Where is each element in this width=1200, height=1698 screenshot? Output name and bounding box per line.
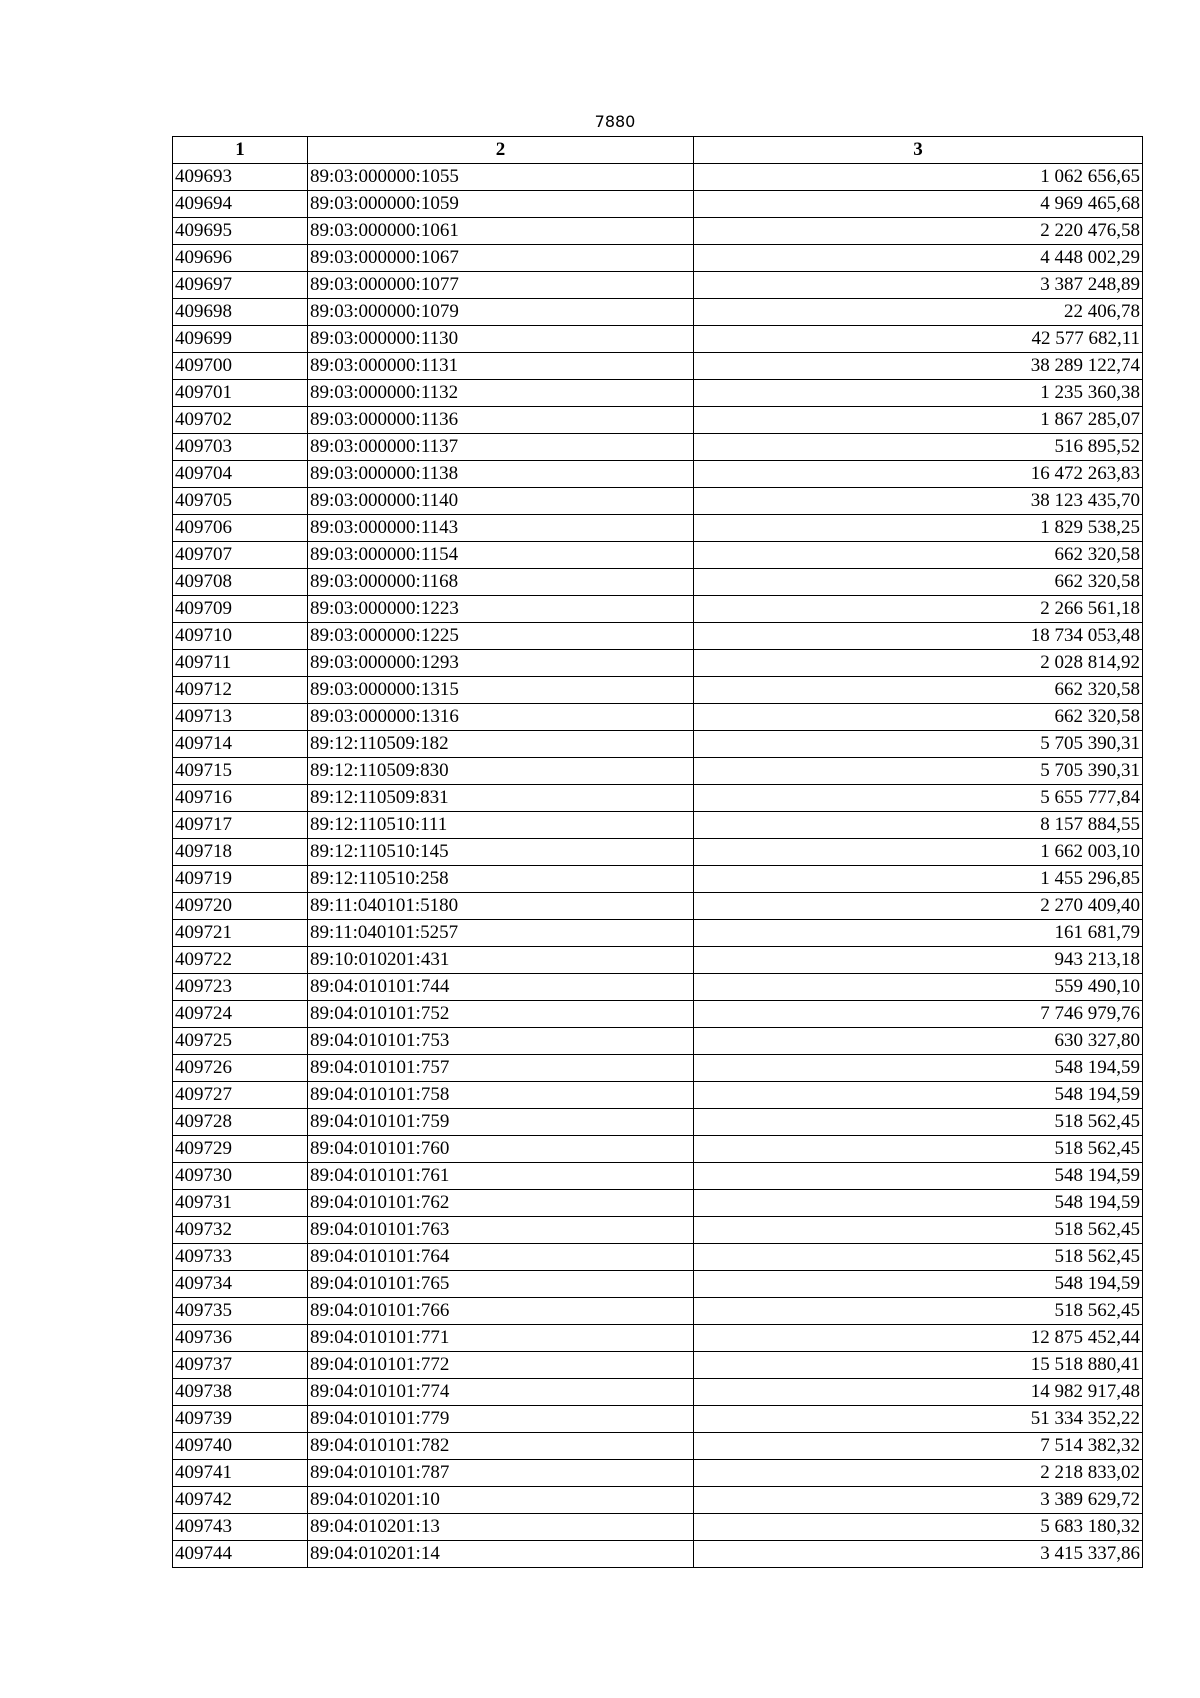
row-id-cell: 409693 (173, 164, 308, 191)
table-row (173, 407, 1143, 434)
cadastral-number-cell: 89:04:010101:774 (308, 1379, 694, 1406)
value-cell: 42 577 682,11 (694, 326, 1143, 353)
row-id-cell: 409740 (173, 1433, 308, 1460)
value-cell: 161 681,79 (694, 920, 1143, 947)
value-cell: 518 562,45 (694, 1217, 1143, 1244)
table-row (173, 245, 1143, 272)
table-row (173, 704, 1143, 731)
table-row (173, 758, 1143, 785)
cadastral-number-cell: 89:12:110509:831 (308, 785, 694, 812)
row-id-cell: 409706 (173, 515, 308, 542)
value-cell: 548 194,59 (694, 1163, 1143, 1190)
value-cell: 4 448 002,29 (694, 245, 1143, 272)
table-row (173, 947, 1143, 974)
table-row (173, 1433, 1143, 1460)
table-row (173, 1136, 1143, 1163)
table-row (173, 191, 1143, 218)
row-id-cell: 409723 (173, 974, 308, 1001)
value-cell: 548 194,59 (694, 1082, 1143, 1109)
row-id-cell: 409725 (173, 1028, 308, 1055)
cadastral-number-cell: 89:12:110510:111 (308, 812, 694, 839)
table-row (173, 326, 1143, 353)
cadastral-number-cell: 89:03:000000:1316 (308, 704, 694, 731)
table-row (173, 1190, 1143, 1217)
cadastral-number-cell: 89:03:000000:1225 (308, 623, 694, 650)
value-cell: 548 194,59 (694, 1190, 1143, 1217)
value-cell: 5 705 390,31 (694, 731, 1143, 758)
row-id-cell: 409704 (173, 461, 308, 488)
row-id-cell: 409698 (173, 299, 308, 326)
cadastral-number-cell: 89:04:010101:771 (308, 1325, 694, 1352)
cadastral-number-cell: 89:03:000000:1140 (308, 488, 694, 515)
value-cell: 662 320,58 (694, 677, 1143, 704)
row-id-cell: 409726 (173, 1055, 308, 1082)
table-row (173, 1163, 1143, 1190)
table-row (173, 1487, 1143, 1514)
table-row (173, 623, 1143, 650)
cadastral-number-cell: 89:04:010101:757 (308, 1055, 694, 1082)
value-cell: 1 235 360,38 (694, 380, 1143, 407)
row-id-cell: 409721 (173, 920, 308, 947)
table-row (173, 1325, 1143, 1352)
row-id-cell: 409733 (173, 1244, 308, 1271)
table-row (173, 1379, 1143, 1406)
cadastral-number-cell: 89:04:010101:763 (308, 1217, 694, 1244)
cadastral-number-cell: 89:04:010101:787 (308, 1460, 694, 1487)
table-row (173, 1406, 1143, 1433)
value-cell: 548 194,59 (694, 1271, 1143, 1298)
cadastral-number-cell: 89:03:000000:1130 (308, 326, 694, 353)
cadastral-number-cell: 89:04:010101:752 (308, 1001, 694, 1028)
row-id-cell: 409694 (173, 191, 308, 218)
row-id-cell: 409715 (173, 758, 308, 785)
row-id-cell: 409724 (173, 1001, 308, 1028)
row-id-cell: 409700 (173, 353, 308, 380)
table-row (173, 677, 1143, 704)
row-id-cell: 409739 (173, 1406, 308, 1433)
column-header-2: 2 (308, 137, 694, 164)
table-row (173, 1352, 1143, 1379)
cadastral-number-cell: 89:12:110510:258 (308, 866, 694, 893)
row-id-cell: 409703 (173, 434, 308, 461)
table-row (173, 488, 1143, 515)
row-id-cell: 409732 (173, 1217, 308, 1244)
value-cell: 51 334 352,22 (694, 1406, 1143, 1433)
value-cell: 22 406,78 (694, 299, 1143, 326)
table-row (173, 866, 1143, 893)
cadastral-number-cell: 89:04:010101:759 (308, 1109, 694, 1136)
table-row (173, 1514, 1143, 1541)
value-cell: 15 518 880,41 (694, 1352, 1143, 1379)
cadastral-number-cell: 89:03:000000:1315 (308, 677, 694, 704)
table-row (173, 893, 1143, 920)
value-cell: 5 705 390,31 (694, 758, 1143, 785)
value-cell: 2 028 814,92 (694, 650, 1143, 677)
cadastral-number-cell: 89:03:000000:1138 (308, 461, 694, 488)
row-id-cell: 409743 (173, 1514, 308, 1541)
cadastral-number-cell: 89:10:010201:431 (308, 947, 694, 974)
cadastral-number-cell: 89:11:040101:5257 (308, 920, 694, 947)
row-id-cell: 409731 (173, 1190, 308, 1217)
value-cell: 662 320,58 (694, 704, 1143, 731)
column-header-3: 3 (694, 137, 1143, 164)
row-id-cell: 409719 (173, 866, 308, 893)
value-cell: 548 194,59 (694, 1055, 1143, 1082)
table-row (173, 569, 1143, 596)
row-id-cell: 409713 (173, 704, 308, 731)
cadastral-number-cell: 89:04:010101:782 (308, 1433, 694, 1460)
table-row (173, 164, 1143, 191)
table-row (173, 1244, 1143, 1271)
value-cell: 516 895,52 (694, 434, 1143, 461)
row-id-cell: 409701 (173, 380, 308, 407)
value-cell: 16 472 263,83 (694, 461, 1143, 488)
cadastral-number-cell: 89:04:010201:14 (308, 1541, 694, 1568)
data-table (172, 136, 1143, 1568)
table-row (173, 1460, 1143, 1487)
page-number: 7880 (594, 112, 636, 131)
row-id-cell: 409699 (173, 326, 308, 353)
cadastral-number-cell: 89:03:000000:1077 (308, 272, 694, 299)
table-row (173, 218, 1143, 245)
row-id-cell: 409716 (173, 785, 308, 812)
cadastral-number-cell: 89:04:010101:761 (308, 1163, 694, 1190)
table-row (173, 920, 1143, 947)
table-row (173, 731, 1143, 758)
row-id-cell: 409744 (173, 1541, 308, 1568)
value-cell: 1 867 285,07 (694, 407, 1143, 434)
value-cell: 662 320,58 (694, 569, 1143, 596)
row-id-cell: 409710 (173, 623, 308, 650)
table-row (173, 353, 1143, 380)
row-id-cell: 409709 (173, 596, 308, 623)
table-row (173, 1082, 1143, 1109)
row-id-cell: 409727 (173, 1082, 308, 1109)
table-row (173, 299, 1143, 326)
value-cell: 662 320,58 (694, 542, 1143, 569)
value-cell: 630 327,80 (694, 1028, 1143, 1055)
row-id-cell: 409728 (173, 1109, 308, 1136)
cadastral-number-cell: 89:03:000000:1055 (308, 164, 694, 191)
row-id-cell: 409720 (173, 893, 308, 920)
cadastral-number-cell: 89:04:010101:760 (308, 1136, 694, 1163)
table-row (173, 272, 1143, 299)
value-cell: 38 123 435,70 (694, 488, 1143, 515)
table-row (173, 1541, 1143, 1568)
cadastral-number-cell: 89:03:000000:1136 (308, 407, 694, 434)
cadastral-number-cell: 89:03:000000:1131 (308, 353, 694, 380)
row-id-cell: 409736 (173, 1325, 308, 1352)
value-cell: 943 213,18 (694, 947, 1143, 974)
header-row (173, 137, 1143, 164)
cadastral-number-cell: 89:04:010101:762 (308, 1190, 694, 1217)
row-id-cell: 409708 (173, 569, 308, 596)
table-row (173, 1217, 1143, 1244)
row-id-cell: 409712 (173, 677, 308, 704)
table-row (173, 1055, 1143, 1082)
value-cell: 518 562,45 (694, 1244, 1143, 1271)
cadastral-number-cell: 89:03:000000:1223 (308, 596, 694, 623)
cadastral-number-cell: 89:03:000000:1132 (308, 380, 694, 407)
value-cell: 8 157 884,55 (694, 812, 1143, 839)
cadastral-number-cell: 89:04:010101:772 (308, 1352, 694, 1379)
value-cell: 3 389 629,72 (694, 1487, 1143, 1514)
table-row (173, 1298, 1143, 1325)
table-row (173, 434, 1143, 461)
value-cell: 2 266 561,18 (694, 596, 1143, 623)
cadastral-number-cell: 89:04:010101:753 (308, 1028, 694, 1055)
row-id-cell: 409742 (173, 1487, 308, 1514)
cadastral-number-cell: 89:04:010101:744 (308, 974, 694, 1001)
table-row (173, 974, 1143, 1001)
row-id-cell: 409737 (173, 1352, 308, 1379)
cadastral-number-cell: 89:03:000000:1067 (308, 245, 694, 272)
value-cell: 518 562,45 (694, 1136, 1143, 1163)
cadastral-number-cell: 89:03:000000:1061 (308, 218, 694, 245)
row-id-cell: 409695 (173, 218, 308, 245)
value-cell: 12 875 452,44 (694, 1325, 1143, 1352)
value-cell: 2 270 409,40 (694, 893, 1143, 920)
cadastral-number-cell: 89:04:010101:779 (308, 1406, 694, 1433)
cadastral-number-cell: 89:03:000000:1293 (308, 650, 694, 677)
table-row (173, 839, 1143, 866)
value-cell: 5 683 180,32 (694, 1514, 1143, 1541)
value-cell: 559 490,10 (694, 974, 1143, 1001)
row-id-cell: 409735 (173, 1298, 308, 1325)
cadastral-number-cell: 89:04:010101:764 (308, 1244, 694, 1271)
table-row (173, 380, 1143, 407)
cadastral-number-cell: 89:12:110509:830 (308, 758, 694, 785)
table-row (173, 596, 1143, 623)
row-id-cell: 409702 (173, 407, 308, 434)
cadastral-number-cell: 89:12:110510:145 (308, 839, 694, 866)
value-cell: 1 062 656,65 (694, 164, 1143, 191)
value-cell: 7 514 382,32 (694, 1433, 1143, 1460)
row-id-cell: 409697 (173, 272, 308, 299)
cadastral-number-cell: 89:11:040101:5180 (308, 893, 694, 920)
value-cell: 3 387 248,89 (694, 272, 1143, 299)
cadastral-number-cell: 89:04:010201:10 (308, 1487, 694, 1514)
value-cell: 5 655 777,84 (694, 785, 1143, 812)
value-cell: 2 220 476,58 (694, 218, 1143, 245)
cadastral-number-cell: 89:03:000000:1137 (308, 434, 694, 461)
row-id-cell: 409729 (173, 1136, 308, 1163)
table-row (173, 812, 1143, 839)
table-row (173, 1028, 1143, 1055)
cadastral-number-cell: 89:03:000000:1143 (308, 515, 694, 542)
row-id-cell: 409738 (173, 1379, 308, 1406)
row-id-cell: 409717 (173, 812, 308, 839)
value-cell: 1 455 296,85 (694, 866, 1143, 893)
table-row (173, 542, 1143, 569)
row-id-cell: 409722 (173, 947, 308, 974)
value-cell: 38 289 122,74 (694, 353, 1143, 380)
row-id-cell: 409741 (173, 1460, 308, 1487)
value-cell: 18 734 053,48 (694, 623, 1143, 650)
table-row (173, 1271, 1143, 1298)
row-id-cell: 409730 (173, 1163, 308, 1190)
cadastral-number-cell: 89:04:010201:13 (308, 1514, 694, 1541)
row-id-cell: 409711 (173, 650, 308, 677)
value-cell: 14 982 917,48 (694, 1379, 1143, 1406)
row-id-cell: 409718 (173, 839, 308, 866)
row-id-cell: 409714 (173, 731, 308, 758)
cadastral-number-cell: 89:04:010101:758 (308, 1082, 694, 1109)
cadastral-number-cell: 89:12:110509:182 (308, 731, 694, 758)
cadastral-number-cell: 89:03:000000:1059 (308, 191, 694, 218)
table-row (173, 461, 1143, 488)
cadastral-number-cell: 89:03:000000:1168 (308, 569, 694, 596)
value-cell: 518 562,45 (694, 1109, 1143, 1136)
table-row (173, 785, 1143, 812)
row-id-cell: 409707 (173, 542, 308, 569)
value-cell: 7 746 979,76 (694, 1001, 1143, 1028)
value-cell: 1 829 538,25 (694, 515, 1143, 542)
table-row (173, 1001, 1143, 1028)
table-row (173, 1109, 1143, 1136)
value-cell: 2 218 833,02 (694, 1460, 1143, 1487)
column-header-1: 1 (173, 137, 308, 164)
table-row (173, 515, 1143, 542)
cadastral-number-cell: 89:03:000000:1079 (308, 299, 694, 326)
row-id-cell: 409705 (173, 488, 308, 515)
value-cell: 1 662 003,10 (694, 839, 1143, 866)
value-cell: 518 562,45 (694, 1298, 1143, 1325)
cadastral-number-cell: 89:04:010101:765 (308, 1271, 694, 1298)
cadastral-number-cell: 89:04:010101:766 (308, 1298, 694, 1325)
value-cell: 3 415 337,86 (694, 1541, 1143, 1568)
row-id-cell: 409734 (173, 1271, 308, 1298)
value-cell: 4 969 465,68 (694, 191, 1143, 218)
cadastral-number-cell: 89:03:000000:1154 (308, 542, 694, 569)
table-row (173, 650, 1143, 677)
row-id-cell: 409696 (173, 245, 308, 272)
